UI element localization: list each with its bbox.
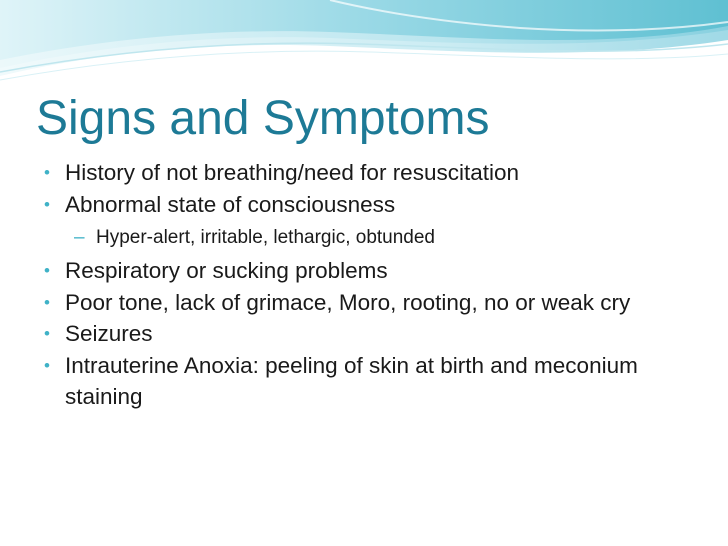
bullet-list: [0, 157, 728, 413]
bullet-dot-icon: •: [44, 163, 50, 182]
bullet-dot-icon: •: [44, 324, 50, 343]
sub-bullet-dash-icon: –: [74, 227, 85, 248]
bullet-item: [0, 255, 728, 287]
bullet-text: Poor tone, lack of grimace, Moro, rooting, no or weak cry: [65, 289, 631, 315]
sub-bullet-text: Hyper-alert, irritable, lethargic, obtunded: [96, 227, 436, 248]
bullet-item: [0, 189, 728, 221]
bullet-dot-icon: •: [44, 194, 50, 214]
bullet-item: [0, 350, 728, 413]
bullet-text: Seizures: [65, 321, 153, 346]
bullet-text: History of not breathing/need for resuscitation: [65, 160, 519, 185]
sub-bullet-item: [0, 220, 728, 255]
bullet-dot-icon: •: [44, 292, 50, 312]
decorative-wave-header: [0, 0, 728, 90]
slide-title: Signs and Symptoms: [36, 92, 490, 145]
bullet-text: Intrauterine Anoxia: peeling of skin at birth and meconium staining: [65, 352, 638, 409]
bullet-text: Respiratory or sucking problems: [65, 258, 388, 283]
bullet-item: [0, 318, 728, 350]
bullet-dot-icon: •: [44, 261, 50, 280]
bullet-item: [0, 157, 728, 189]
bullet-text: Abnormal state of consciousness: [65, 191, 396, 217]
bullet-dot-icon: •: [44, 355, 50, 375]
bullet-item: [0, 287, 728, 319]
